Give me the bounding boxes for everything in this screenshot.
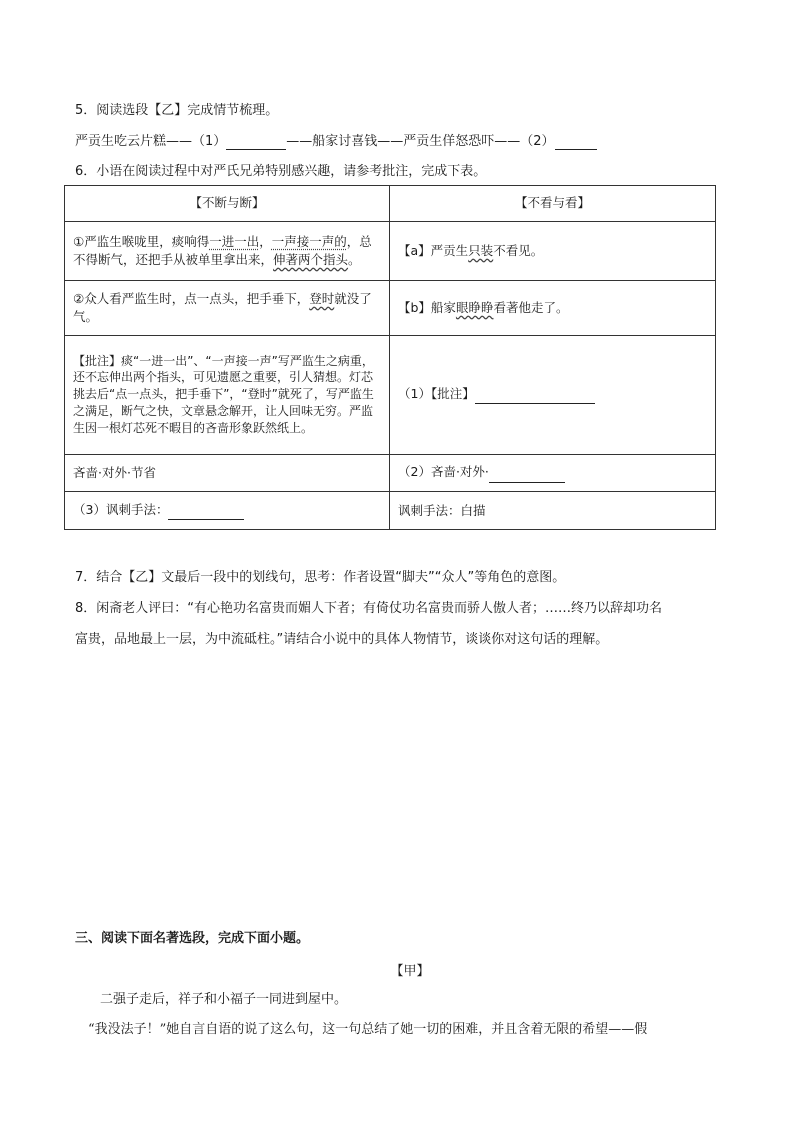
answer-blank-1[interactable] (226, 134, 286, 150)
question-5: 5．阅读选段【乙】完成情节梳理。 (75, 103, 279, 118)
answer-blank-2[interactable] (555, 134, 597, 150)
table-cell-r1-right: 【a】严贡生只装不看见。 (390, 221, 716, 281)
question-6: 6．小语在阅读过程中对严氏兄弟特别感兴趣，请参考批注，完成下表。 (75, 164, 487, 179)
table-cell-r4-right: （2）吝啬·对外· (390, 454, 716, 492)
table-cell-r4-left: 吝啬·对外·节省 (65, 454, 390, 492)
section-3-title: 三、阅读下面名著选段，完成下面小题。 (75, 931, 310, 946)
excerpt-label: 【甲】 (390, 964, 430, 979)
table-cell-annotation: 【批注】痰“一进一出”、“一声接一声”写严监生之病重，还不忘伸出两个指头，可见遗愿之重要，引人猜想。灯芯挑去后“点一点头，把手垂下”，“登时”就死了，写严监生之满足，断气之快，文章悬念解开，让人回味无穷。严监生因一根灯芯死不暇目的吝啬形象跃然纸上。 (65, 335, 390, 454)
table-cell-r5-right: 讽刺手法：白描 (390, 492, 716, 530)
question-8-line-1: 8．闲斋老人评曰：“有心艳功名富贵而媚人下者；有倚仗功名富贵而骄人傲人者；……终乃以辞却功名 (75, 601, 663, 616)
table-header-left: 【不断与断】 (65, 186, 390, 222)
answer-blank-annotation[interactable] (475, 385, 595, 404)
answer-blank-r5[interactable] (168, 501, 244, 520)
table-cell-r2-left: ②众人看严监生时，点一点头，把手垂下，登时就没了气。 (65, 281, 390, 335)
excerpt-paragraph-2: “我没法子！”她自言自语的说了这么句，这一句总结了她一切的困难，并且含着无限的希望——假 (88, 1022, 648, 1037)
table-cell-r5-left: （3）讽刺手法： (65, 492, 390, 530)
question-7: 7．结合【乙】文最后一段中的划线句，思考：作者设置“脚夫”“众人”等角色的意图。 (75, 570, 566, 585)
answer-blank-r4[interactable] (489, 463, 565, 482)
plot-flow-part-b: ——船家讨喜钱——严贡生佯怒恐吓——（2） (286, 134, 555, 149)
comparison-table (64, 185, 716, 530)
excerpt-paragraph-1: 二强子走后，祥子和小福子一同进到屋中。 (100, 992, 348, 1007)
plot-flow-part-a: 严贡生吃云片糕——（1） (75, 134, 227, 149)
plot-flow-line (75, 130, 597, 150)
question-8-line-2: 富贵，品地最上一层，为中流砥柱。”请结合小说中的具体人物情节，谈谈你对这句话的理解。 (75, 632, 609, 647)
table-cell-r2-right: 【b】船家眼睁睁看著他走了。 (390, 281, 716, 335)
table-cell-annotation-answer: （1）【批注】 (390, 335, 716, 454)
table-cell-r1-left: ①严监生喉咙里，痰响得一进一出，一声接一声的，总不得断气，还把手从被单里拿出来，伸著两个指头。 (65, 221, 390, 281)
table-header-right: 【不看与看】 (390, 186, 716, 222)
